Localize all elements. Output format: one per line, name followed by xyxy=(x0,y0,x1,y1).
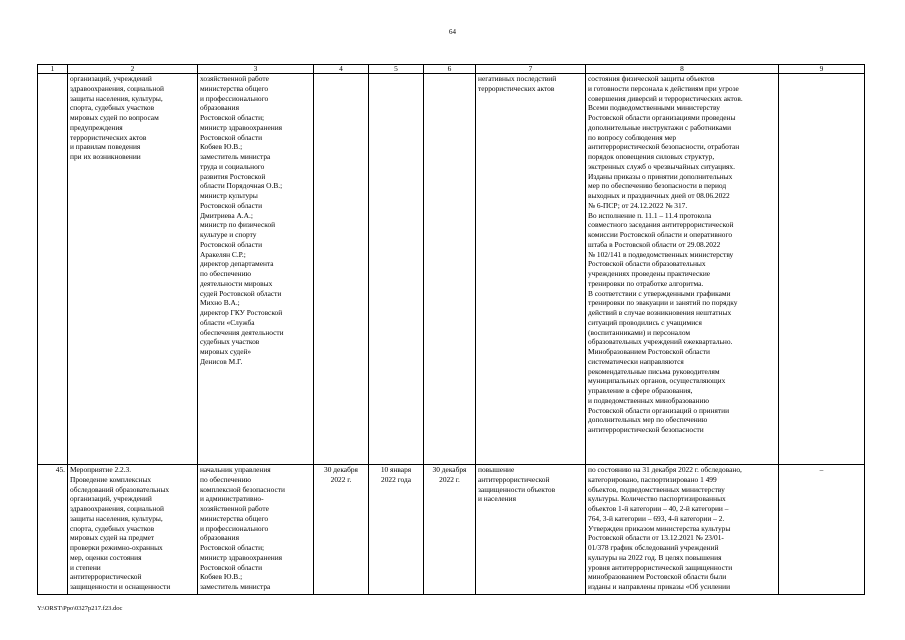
cell-text-line: Минобразованием Ростовской области xyxy=(588,347,710,356)
cell-text-line: и административно- xyxy=(200,494,264,504)
cell-text-line: Михно В.А.; xyxy=(200,298,240,308)
cell-text-line: – xyxy=(819,465,824,474)
cell-text-line: повышение xyxy=(478,465,515,474)
cell-text-line: дополнительные инструктажи с работниками xyxy=(588,122,732,132)
notes-cell xyxy=(779,465,865,595)
footer-file-path: Y:\ORST\Ppo\0327p217.f23.doc xyxy=(37,605,123,612)
cell-text-line: мер, оценки состояния xyxy=(70,552,142,562)
actual-result-cell xyxy=(586,465,779,595)
cell-text-line: Ростовской области xyxy=(200,200,263,210)
cell-text-line: мировых судей на предмет xyxy=(70,533,155,543)
row-number-cell xyxy=(38,74,68,465)
cell-text-line: Мероприятие 2.2.3. xyxy=(70,465,132,474)
cell-text-line: выходных и праздничных дней от 08.06.2022 xyxy=(588,191,730,200)
cell-text-line: судей Ростовской области xyxy=(200,288,282,298)
cell-text-line: защищенности и оснащенности xyxy=(70,582,171,591)
cell-text-line: директор департамента xyxy=(200,259,274,269)
cell-text-line: обследований образовательных xyxy=(70,484,170,494)
cell-text-line: экстренных служб о чрезвычайных ситуациях. xyxy=(588,161,735,171)
cell-text-line: области Порядочная О.В.; xyxy=(200,181,283,191)
column-number: 7 xyxy=(476,65,586,74)
column-number: 5 xyxy=(369,65,424,74)
cell-text-line: культуры на 2022 год. В целях повышения xyxy=(588,552,722,562)
row-number-cell xyxy=(38,465,68,595)
cell-text-line: Ростовской области организациями проведены xyxy=(588,113,736,122)
cell-text-line: Денисов М.Г. xyxy=(200,356,243,366)
cell-text-line: комплексной безопасности xyxy=(200,484,285,494)
table-row xyxy=(38,465,865,595)
cell-text-line: 45. xyxy=(55,465,65,474)
cell-text-line: террористических актов xyxy=(478,83,555,93)
cell-text-line: уровня антитеррористической защищенности xyxy=(588,562,733,572)
notes-cell xyxy=(779,74,865,465)
cell-text-line: действий в случае возникновения нештатных xyxy=(588,308,732,317)
end-date-cell xyxy=(424,465,476,595)
expected-result-cell xyxy=(476,74,586,465)
cell-text-line: министр здравоохранения xyxy=(200,552,283,562)
cell-text-line: образовательных учреждений ежеквартально. xyxy=(588,337,733,347)
cell-text-line: предупреждения xyxy=(70,122,123,132)
column-number: 1 xyxy=(38,65,68,74)
cell-text-line: Ростовской области образовательных xyxy=(588,259,706,269)
cell-text-line: рекомендательные письма руководителям xyxy=(588,366,720,376)
cell-text-line: при их возникновении xyxy=(70,152,141,161)
cell-text-line: антитеррористической xyxy=(478,474,550,484)
cell-text-line: 30 декабря xyxy=(432,465,467,474)
cell-text-line: Утвержден приказом министерства культуры xyxy=(588,523,731,533)
cell-text-line: антитеррористической безопасности xyxy=(588,425,704,434)
cell-text-line: и населения xyxy=(478,494,516,504)
cell-text-line: судебных участков xyxy=(200,337,260,347)
cell-text-line: заместитель министра xyxy=(200,582,271,591)
cell-text-line: антитеррористической xyxy=(70,572,142,582)
cell-text-line: по обеспечению xyxy=(200,474,252,484)
column-number-row xyxy=(38,65,865,74)
cell-text-line: состояния физической защиты объектов xyxy=(588,74,715,83)
cell-text-line: мировых судей по вопросам xyxy=(70,113,159,122)
cell-text-line: хозяйственной работе xyxy=(200,504,269,513)
page-number: 64 xyxy=(449,28,456,36)
cell-text-line: учреждениях проведены практические xyxy=(588,269,711,278)
measure-name-cell xyxy=(68,74,198,465)
cell-text-line: категорировано, паспортизировано 1 499 xyxy=(588,474,717,484)
cell-text-line: защиты населения, культуры, xyxy=(70,93,163,103)
table-row xyxy=(38,74,865,465)
cell-text-line: директор ГКУ Ростовской xyxy=(200,308,283,317)
cell-text-line: министр культуры xyxy=(200,191,258,200)
cell-text-line: объектов, подведомственных министерству xyxy=(588,484,725,494)
cell-text-line: деятельности мировых xyxy=(200,278,273,288)
cell-text-line: 764, 3-й категории – 693, 4-й категории – 2. xyxy=(588,513,725,523)
cell-text-line: спорта, судебных участков xyxy=(70,523,155,533)
cell-text-line: совместного заседания антитеррористической xyxy=(588,220,734,230)
cell-text-line: антитеррористической безопасности, отработан xyxy=(588,142,740,152)
cell-text-line: № 102/141 в подведомственных министерству xyxy=(588,249,734,259)
cell-text-line: В соответствии с утвержденными графиками xyxy=(588,288,731,298)
cell-text-line: Кобяев Ю.В.; xyxy=(200,572,243,582)
cell-text-line: обеспечения деятельности xyxy=(200,327,284,337)
column-number: 4 xyxy=(314,65,369,74)
cell-text-line: изданы и направлены приказы «Об усилении xyxy=(588,582,731,591)
cell-text-line: мер по обеспечению безопасности в период xyxy=(588,181,727,191)
cell-text-line: по состоянию на 31 декабря 2022 г. обследовано, xyxy=(588,465,742,474)
cell-text-line: министерства общего xyxy=(200,513,269,523)
cell-text-line: 01/378 график обследований учреждений xyxy=(588,543,719,552)
expected-result-cell xyxy=(476,465,586,595)
column-number: 3 xyxy=(198,65,314,74)
cell-text-line: организаций, учреждений xyxy=(70,74,152,83)
cell-text-line: области «Служба xyxy=(200,317,255,327)
cell-text-line: Ростовской области xyxy=(200,132,263,142)
cell-text-line: и степени xyxy=(70,562,101,572)
cell-text-line: (воспитанниками) и персоналом xyxy=(588,327,691,337)
actual-result-cell xyxy=(586,74,779,465)
cell-text-line: образования xyxy=(200,103,239,113)
cell-text-line: хозяйственной работе xyxy=(200,74,269,83)
cell-text-line: начальник управления xyxy=(200,465,271,474)
cell-text-line: Аракелян С.Р.; xyxy=(200,249,246,259)
cell-text-line: совершения диверсий и террористических актов. xyxy=(588,93,743,103)
end-date-cell xyxy=(424,74,476,465)
cell-text-line: Во исполнение п. 11.1 – 11.4 протокола xyxy=(588,210,712,220)
cell-text-line: 30 декабря xyxy=(324,465,358,474)
cell-text-line: Ростовской области xyxy=(200,562,263,572)
cell-text-line: министр по физической xyxy=(200,220,276,230)
cell-text-line: и профессионального xyxy=(200,523,269,533)
cell-text-line: Ростовской области xyxy=(200,239,263,249)
cell-text-line: комиссии Ростовской области и оперативного xyxy=(588,230,733,239)
cell-text-line: Дмитриева А.А.; xyxy=(200,210,253,220)
cell-text-line: заместитель министра xyxy=(200,152,271,161)
measures-table xyxy=(37,64,865,595)
start-date-cell xyxy=(369,74,424,465)
cell-text-line: 10 января xyxy=(380,465,412,474)
cell-text-line: тренировки по отработке алгоритма. xyxy=(588,278,704,288)
cell-text-line: тренировки по эвакуации и занятий по порядку xyxy=(588,298,738,308)
start-date-cell xyxy=(369,465,424,595)
cell-text-line: порядок оповещения силовых структур, xyxy=(588,152,715,161)
cell-text-line: культуры. Количество паспортизированных xyxy=(588,494,726,504)
cell-text-line: проверки режимно-охранных xyxy=(70,543,163,552)
cell-text-line: минобразованием Ростовской области были xyxy=(588,572,727,582)
cell-text-line: Ростовской области организаций о принятии xyxy=(588,405,730,415)
cell-text-line: культуре и спорту xyxy=(200,230,257,239)
cell-text-line: образования xyxy=(200,533,239,543)
cell-text-line: развития Ростовской xyxy=(200,171,266,181)
cell-text-line: и готовности персонала к действиям при угрозе xyxy=(588,83,739,93)
cell-text-line: объектов 1-й категории – 40, 2-й категории – xyxy=(588,504,729,513)
cell-text-line: 2022 года xyxy=(381,474,411,484)
column-number: 2 xyxy=(68,65,198,74)
planned-date-cell xyxy=(314,74,369,465)
cell-text-line: управление в сфере образования, xyxy=(588,386,693,395)
responsible-cell xyxy=(198,74,314,465)
column-number: 8 xyxy=(586,65,779,74)
cell-text-line: ситуаций проводились с учащимися xyxy=(588,317,702,327)
cell-text-line: Ростовской области от 13.12.2021 № 23/01- xyxy=(588,533,724,543)
cell-text-line: здравоохранения, социальной xyxy=(70,83,164,93)
cell-text-line: труда и социального xyxy=(200,161,265,171)
cell-text-line: Изданы приказы о принятии дополнительных xyxy=(588,171,733,181)
responsible-cell xyxy=(198,465,314,595)
cell-text-line: защищенности объектов xyxy=(478,484,556,494)
cell-text-line: и профессионального xyxy=(200,93,269,103)
cell-text-line: Ростовской области; xyxy=(200,543,265,552)
cell-text-line: по обеспечению xyxy=(200,269,252,278)
cell-text-line: штаба в Ростовской области от 29.08.2022 xyxy=(588,239,721,249)
cell-text-line: муниципальных органов, осуществляющих xyxy=(588,376,726,386)
cell-text-line: негативных последствий xyxy=(478,74,557,83)
cell-text-line: 2022 г. xyxy=(330,474,352,484)
cell-text-line: и правилам поведения xyxy=(70,142,141,152)
cell-text-line: министерства общего xyxy=(200,83,269,93)
cell-text-line: Проведение комплексных xyxy=(70,474,152,484)
cell-text-line: защиты населения, культуры, xyxy=(70,513,163,523)
column-number: 6 xyxy=(424,65,476,74)
cell-text-line: здравоохранения, социальной xyxy=(70,504,164,513)
measure-name-cell xyxy=(68,465,198,595)
planned-date-cell xyxy=(314,465,369,595)
cell-text-line: Всеми подведомственными министерству xyxy=(588,103,720,113)
cell-text-line: 2022 г. xyxy=(439,474,460,484)
cell-text-line: министр здравоохранения xyxy=(200,122,283,132)
cell-text-line: по вопросу соблюдения мер xyxy=(588,132,677,142)
cell-text-line: систематически направляются xyxy=(588,356,684,366)
cell-text-line: мировых судей» xyxy=(200,347,252,356)
cell-text-line: террористических актов xyxy=(70,132,147,142)
cell-text-line: Кобяев Ю.В.; xyxy=(200,142,243,152)
cell-text-line: организаций, учреждений xyxy=(70,494,152,504)
cell-text-line: спорта, судебных участков xyxy=(70,103,155,113)
cell-text-line: № 6-ПСР; от 24.12.2022 № 317. xyxy=(588,200,688,210)
cell-text-line: Ростовской области; xyxy=(200,113,265,122)
column-number: 9 xyxy=(779,65,865,74)
cell-text-line: и подведомственных минобразованию xyxy=(588,395,709,405)
cell-text-line: дополнительных мер по обеспечению xyxy=(588,415,708,425)
